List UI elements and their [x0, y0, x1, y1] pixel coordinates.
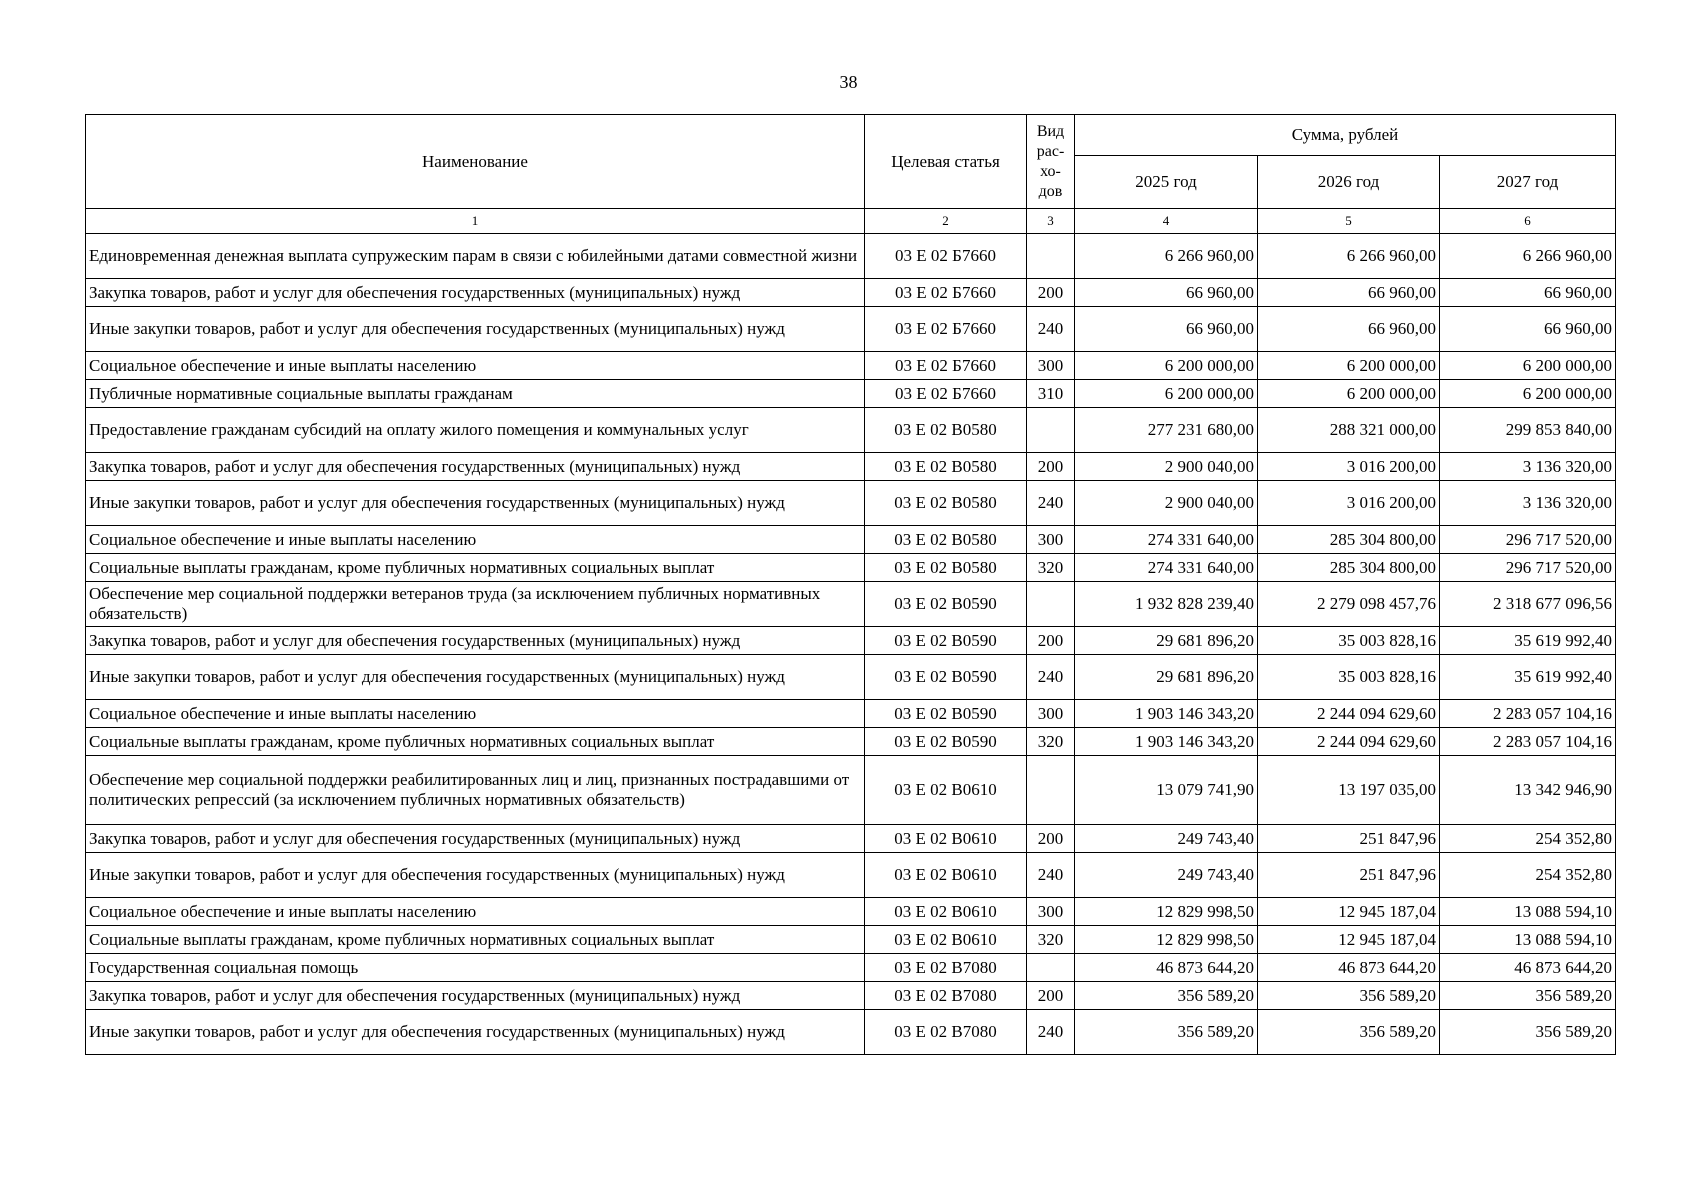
row-amount-2025: 13 079 741,90: [1075, 756, 1258, 825]
row-amount-2026: 66 960,00: [1258, 307, 1440, 352]
header-expense-type-line: рас-: [1036, 142, 1065, 160]
row-amount-2026: 285 304 800,00: [1258, 554, 1440, 582]
row-amount-2026: 3 016 200,00: [1258, 453, 1440, 481]
row-amount-2026: 66 960,00: [1258, 279, 1440, 307]
row-amount-2027: 3 136 320,00: [1440, 453, 1616, 481]
row-amount-2026: 2 244 094 629,60: [1258, 700, 1440, 728]
row-name: Иные закупки товаров, работ и услуг для обеспечения государственных (муниципальных) нужд: [86, 481, 865, 526]
header-sum: Сумма, рублей: [1075, 115, 1616, 156]
header-expense-type: [1027, 115, 1075, 209]
row-expense-type: 310: [1027, 380, 1075, 408]
header-expense-type-line: хо-: [1040, 162, 1061, 180]
row-expense-type: [1027, 582, 1075, 627]
row-amount-2027: 254 352,80: [1440, 825, 1616, 853]
row-target-article: 03 Е 02 Б7660: [865, 380, 1027, 408]
row-amount-2026: 12 945 187,04: [1258, 898, 1440, 926]
row-target-article: 03 Е 02 В0610: [865, 756, 1027, 825]
row-amount-2027: 6 200 000,00: [1440, 380, 1616, 408]
row-name: Единовременная денежная выплата супружеским парам в связи с юбилейными датами совместной жизни: [86, 234, 865, 279]
row-expense-type: 240: [1027, 481, 1075, 526]
row-amount-2026: 46 873 644,20: [1258, 954, 1440, 982]
row-amount-2025: 356 589,20: [1075, 1010, 1258, 1055]
row-target-article: 03 Е 02 В0610: [865, 825, 1027, 853]
budget-table: [85, 114, 1616, 1055]
row-name: Публичные нормативные социальные выплаты гражданам: [86, 380, 865, 408]
table-row: [86, 453, 1616, 481]
row-expense-type: 200: [1027, 982, 1075, 1010]
row-name: Закупка товаров, работ и услуг для обеспечения государственных (муниципальных) нужд: [86, 825, 865, 853]
row-target-article: 03 Е 02 В0590: [865, 627, 1027, 655]
table-row: [86, 526, 1616, 554]
table-row: [86, 481, 1616, 526]
table-row: [86, 554, 1616, 582]
table-row: [86, 408, 1616, 453]
row-expense-type: 300: [1027, 700, 1075, 728]
row-amount-2027: 2 283 057 104,16: [1440, 728, 1616, 756]
row-amount-2027: 13 088 594,10: [1440, 926, 1616, 954]
row-amount-2027: 2 283 057 104,16: [1440, 700, 1616, 728]
row-amount-2027: 6 200 000,00: [1440, 352, 1616, 380]
table-row: [86, 1010, 1616, 1055]
row-amount-2025: 29 681 896,20: [1075, 655, 1258, 700]
row-expense-type: 240: [1027, 307, 1075, 352]
row-amount-2025: 356 589,20: [1075, 982, 1258, 1010]
row-name: Обеспечение мер социальной поддержки ветеранов труда (за исключением публичных нормативных обязательств): [86, 582, 865, 627]
column-number: 3: [1027, 209, 1075, 234]
header-year-2027: 2027 год: [1440, 156, 1616, 209]
row-amount-2027: 2 318 677 096,56: [1440, 582, 1616, 627]
row-amount-2026: 35 003 828,16: [1258, 627, 1440, 655]
row-amount-2025: 1 903 146 343,20: [1075, 700, 1258, 728]
row-target-article: 03 Е 02 В0580: [865, 453, 1027, 481]
column-number-row: [86, 209, 1616, 234]
row-amount-2025: 46 873 644,20: [1075, 954, 1258, 982]
row-target-article: 03 Е 02 В0580: [865, 554, 1027, 582]
row-expense-type: 300: [1027, 352, 1075, 380]
row-amount-2025: 2 900 040,00: [1075, 453, 1258, 481]
table-row: [86, 655, 1616, 700]
row-expense-type: [1027, 756, 1075, 825]
row-amount-2027: 356 589,20: [1440, 1010, 1616, 1055]
row-expense-type: 320: [1027, 926, 1075, 954]
row-target-article: 03 Е 02 В7080: [865, 982, 1027, 1010]
row-target-article: 03 Е 02 Б7660: [865, 234, 1027, 279]
row-amount-2026: 2 279 098 457,76: [1258, 582, 1440, 627]
row-amount-2027: 6 266 960,00: [1440, 234, 1616, 279]
row-amount-2026: 35 003 828,16: [1258, 655, 1440, 700]
row-amount-2027: 3 136 320,00: [1440, 481, 1616, 526]
row-amount-2026: 251 847,96: [1258, 853, 1440, 898]
row-expense-type: [1027, 234, 1075, 279]
row-amount-2025: 6 200 000,00: [1075, 352, 1258, 380]
table-row: [86, 898, 1616, 926]
row-target-article: 03 Е 02 В7080: [865, 954, 1027, 982]
row-expense-type: 320: [1027, 728, 1075, 756]
row-amount-2026: 251 847,96: [1258, 825, 1440, 853]
table-row: [86, 728, 1616, 756]
row-name: Иные закупки товаров, работ и услуг для обеспечения государственных (муниципальных) нужд: [86, 655, 865, 700]
row-amount-2025: 274 331 640,00: [1075, 554, 1258, 582]
header-name: Наименование: [86, 115, 865, 209]
row-amount-2026: 356 589,20: [1258, 982, 1440, 1010]
row-target-article: 03 Е 02 В7080: [865, 1010, 1027, 1055]
row-target-article: 03 Е 02 Б7660: [865, 352, 1027, 380]
row-target-article: 03 Е 02 В0580: [865, 408, 1027, 453]
column-number: 4: [1075, 209, 1258, 234]
row-amount-2025: 29 681 896,20: [1075, 627, 1258, 655]
row-amount-2025: 66 960,00: [1075, 307, 1258, 352]
row-target-article: 03 Е 02 В0590: [865, 728, 1027, 756]
header-year-2025: 2025 год: [1075, 156, 1258, 209]
column-number: 5: [1258, 209, 1440, 234]
row-amount-2026: 12 945 187,04: [1258, 926, 1440, 954]
table-row: [86, 582, 1616, 627]
row-expense-type: 240: [1027, 655, 1075, 700]
row-amount-2027: 13 088 594,10: [1440, 898, 1616, 926]
row-amount-2027: 13 342 946,90: [1440, 756, 1616, 825]
table-row: [86, 380, 1616, 408]
table-row: [86, 234, 1616, 279]
row-amount-2025: 66 960,00: [1075, 279, 1258, 307]
row-amount-2025: 274 331 640,00: [1075, 526, 1258, 554]
row-amount-2027: 299 853 840,00: [1440, 408, 1616, 453]
row-expense-type: [1027, 954, 1075, 982]
row-name: Социальные выплаты гражданам, кроме публичных нормативных социальных выплат: [86, 728, 865, 756]
header-expense-type-line: Вид: [1036, 122, 1065, 140]
row-amount-2026: 6 200 000,00: [1258, 380, 1440, 408]
row-amount-2025: 249 743,40: [1075, 853, 1258, 898]
table-row: [86, 627, 1616, 655]
row-name: Социальное обеспечение и иные выплаты населению: [86, 898, 865, 926]
row-name: Закупка товаров, работ и услуг для обеспечения государственных (муниципальных) нужд: [86, 279, 865, 307]
table-row: [86, 756, 1616, 825]
row-amount-2027: 66 960,00: [1440, 307, 1616, 352]
row-target-article: 03 Е 02 В0590: [865, 582, 1027, 627]
row-expense-type: 200: [1027, 825, 1075, 853]
row-name: Закупка товаров, работ и услуг для обеспечения государственных (муниципальных) нужд: [86, 627, 865, 655]
row-amount-2025: 277 231 680,00: [1075, 408, 1258, 453]
row-amount-2027: 35 619 992,40: [1440, 627, 1616, 655]
row-amount-2027: 356 589,20: [1440, 982, 1616, 1010]
row-amount-2025: 1 903 146 343,20: [1075, 728, 1258, 756]
page-number: 38: [839, 72, 858, 92]
row-amount-2027: 296 717 520,00: [1440, 554, 1616, 582]
row-expense-type: 200: [1027, 627, 1075, 655]
table-row: [86, 279, 1616, 307]
row-target-article: 03 Е 02 В0590: [865, 700, 1027, 728]
row-name: Иные закупки товаров, работ и услуг для обеспечения государственных (муниципальных) нужд: [86, 1010, 865, 1055]
row-amount-2025: 249 743,40: [1075, 825, 1258, 853]
header-year-2026: 2026 год: [1258, 156, 1440, 209]
row-expense-type: 200: [1027, 453, 1075, 481]
row-name: Обеспечение мер социальной поддержки реабилитированных лиц и лиц, признанных пострадавшими от политических репрессий (за исключением публичных нормативных обязательств): [86, 756, 865, 825]
row-name: Государственная социальная помощь: [86, 954, 865, 982]
row-name: Иные закупки товаров, работ и услуг для обеспечения государственных (муниципальных) нужд: [86, 853, 865, 898]
header-expense-type-line: дов: [1038, 182, 1063, 200]
row-target-article: 03 Е 02 В0610: [865, 926, 1027, 954]
row-target-article: 03 Е 02 В0580: [865, 481, 1027, 526]
column-number: 1: [86, 209, 865, 234]
row-target-article: 03 Е 02 В0610: [865, 853, 1027, 898]
row-expense-type: 300: [1027, 898, 1075, 926]
row-name: Закупка товаров, работ и услуг для обеспечения государственных (муниципальных) нужд: [86, 453, 865, 481]
row-amount-2027: 296 717 520,00: [1440, 526, 1616, 554]
row-expense-type: 240: [1027, 1010, 1075, 1055]
row-name: Социальное обеспечение и иные выплаты населению: [86, 700, 865, 728]
row-amount-2026: 288 321 000,00: [1258, 408, 1440, 453]
row-expense-type: 240: [1027, 853, 1075, 898]
column-number: 2: [865, 209, 1027, 234]
row-amount-2025: 2 900 040,00: [1075, 481, 1258, 526]
row-amount-2026: 6 266 960,00: [1258, 234, 1440, 279]
row-amount-2027: 35 619 992,40: [1440, 655, 1616, 700]
row-amount-2027: 254 352,80: [1440, 853, 1616, 898]
row-name: Социальные выплаты гражданам, кроме публичных нормативных социальных выплат: [86, 554, 865, 582]
row-name: Закупка товаров, работ и услуг для обеспечения государственных (муниципальных) нужд: [86, 982, 865, 1010]
row-amount-2025: 12 829 998,50: [1075, 926, 1258, 954]
table-row: [86, 825, 1616, 853]
row-target-article: 03 Е 02 В0580: [865, 526, 1027, 554]
table-row: [86, 926, 1616, 954]
table-header: [86, 115, 1616, 234]
row-amount-2025: 6 200 000,00: [1075, 380, 1258, 408]
row-amount-2025: 12 829 998,50: [1075, 898, 1258, 926]
row-name: Социальное обеспечение и иные выплаты населению: [86, 526, 865, 554]
row-amount-2026: 6 200 000,00: [1258, 352, 1440, 380]
row-amount-2027: 66 960,00: [1440, 279, 1616, 307]
row-amount-2027: 46 873 644,20: [1440, 954, 1616, 982]
header-target-article: Целевая статья: [865, 115, 1027, 209]
row-expense-type: 200: [1027, 279, 1075, 307]
table-row: [86, 352, 1616, 380]
table-row: [86, 853, 1616, 898]
row-amount-2026: 3 016 200,00: [1258, 481, 1440, 526]
row-target-article: 03 Е 02 В0610: [865, 898, 1027, 926]
table-body: [86, 234, 1616, 1055]
table-row: [86, 307, 1616, 352]
row-amount-2026: 356 589,20: [1258, 1010, 1440, 1055]
column-number: 6: [1440, 209, 1616, 234]
table-row: [86, 982, 1616, 1010]
row-amount-2025: 6 266 960,00: [1075, 234, 1258, 279]
row-name: Социальные выплаты гражданам, кроме публичных нормативных социальных выплат: [86, 926, 865, 954]
row-name: Иные закупки товаров, работ и услуг для обеспечения государственных (муниципальных) нужд: [86, 307, 865, 352]
row-target-article: 03 Е 02 Б7660: [865, 279, 1027, 307]
row-amount-2025: 1 932 828 239,40: [1075, 582, 1258, 627]
row-expense-type: 300: [1027, 526, 1075, 554]
row-target-article: 03 Е 02 В0590: [865, 655, 1027, 700]
table-row: [86, 700, 1616, 728]
row-target-article: 03 Е 02 Б7660: [865, 307, 1027, 352]
row-expense-type: [1027, 408, 1075, 453]
row-amount-2026: 285 304 800,00: [1258, 526, 1440, 554]
table-row: [86, 954, 1616, 982]
row-name: Социальное обеспечение и иные выплаты населению: [86, 352, 865, 380]
row-name: Предоставление гражданам субсидий на оплату жилого помещения и коммунальных услуг: [86, 408, 865, 453]
row-expense-type: 320: [1027, 554, 1075, 582]
row-amount-2026: 2 244 094 629,60: [1258, 728, 1440, 756]
row-amount-2026: 13 197 035,00: [1258, 756, 1440, 825]
